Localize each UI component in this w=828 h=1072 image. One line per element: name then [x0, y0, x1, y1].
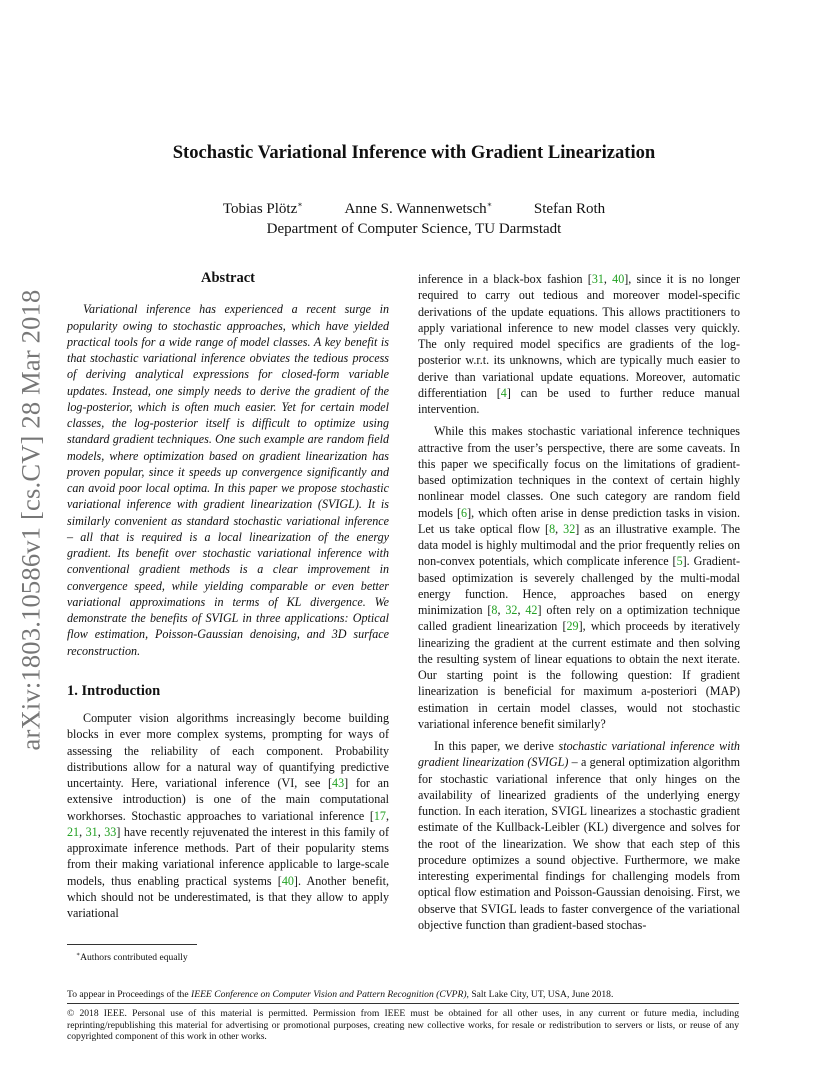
right-paragraph-3 [418, 738, 740, 933]
citation-link[interactable]: 6 [461, 505, 468, 520]
introduction-heading: 1. Introduction [67, 682, 161, 699]
text-run: ] as an illustrative example. The data model is highly multimodal and the prior frequently relies on non-convex potentials, which complicate inference [ [418, 521, 740, 569]
abstract-heading: Abstract [201, 270, 255, 286]
citation-link[interactable]: 29 [566, 619, 579, 634]
citation-link[interactable]: 17 [373, 808, 386, 823]
text-run: In this paper, we derive [434, 739, 559, 753]
author-3 [534, 201, 605, 217]
citation-link[interactable]: 31 [591, 272, 604, 286]
citation-link[interactable]: 21 [67, 824, 80, 839]
citation-link[interactable]: 4 [500, 385, 507, 400]
text-run: ]. Another benefit, which should not be underestimated, is that they allow to apply variational [67, 873, 389, 920]
conference-name: IEEE Conference on Computer Vision and Pattern Recognition (CVPR) [191, 989, 467, 1000]
text-run: ] can be used to further reduce manual intervention. [418, 385, 740, 416]
citation-link[interactable]: 33 [104, 824, 117, 839]
citation-link[interactable]: 31 [85, 824, 98, 839]
author-3-name: Stefan Roth [533, 201, 606, 217]
author-1-name: Tobias Plötz [222, 201, 298, 217]
citation-link[interactable]: 32 [563, 521, 576, 536]
text-run: , [79, 824, 86, 839]
citation-link[interactable]: 5 [676, 554, 683, 569]
citation-link[interactable]: 40 [281, 873, 294, 888]
author-list [0, 195, 828, 219]
text-run: While this makes stochastic variational inference techniques attractive from the user’s perspective, there are some caveats. In this paper we specifically focus on the limitations of gradient-based optimization techniques in the context of certain highly nonlinear model classes. One such category are random field models [ [418, 424, 740, 520]
abstract-text: Variational inference has experienced a recent surge in popularity owing to stochastic approaches, which have yielded practical tools for a wide range of model classes. A key benefit is that stochastic variational inference obviates the tedious process of deriving analytical expressions for closed-form variable updates. Instead, one simply needs to derive the gradient of the log-posterior, which is often much easier. Yet for certain model classes, the log-posterior itself is difficult to optimize using standard gradient techniques. One such example are random field models, where optimization based on gradient linearization has proven popular, since it speeds up convergence significantly and can avoid poor local optima. In this paper we propose stochastic variational inference with gradient linearization (SVIGL). It is similarly convenient as standard stochastic variational inference – all that is required is a local linearization of the energy gradient. Its benefit over stochastic variational inference with conventional gradient methods is a clear improvement in convergence speed, while yielding comparable or even better variational approximations in terms of KL divergence. We demonstrate the benefits of SVIGL in three applications: Optical flow estimation, Poisson-Gaussian denoising, and 3D surface reconstruction. [67, 302, 389, 658]
text-run: ]. Gradient-based optimization is severely challenged by the multi-modal energy function. Hence, approaches based on energy minimization [ [418, 554, 740, 617]
copyright-divider [67, 1003, 739, 1004]
proceedings-note [67, 989, 747, 1001]
footnote-mark: ∗ [76, 952, 81, 958]
author-1 [223, 201, 303, 217]
text-run: , [517, 603, 526, 617]
footnote [76, 951, 188, 963]
author-1-mark: ∗ [297, 200, 303, 209]
intro-paragraph-1 [67, 710, 389, 921]
text-run: Computer vision algorithms increasingly become building blocks in ever more complex systems, prompting for ways of assessing the reliability of each component. Probability distributions allow for a natural way of quantifying predictive uncertainty. Here, variational inference (VI, see [ [67, 711, 389, 790]
citation-link[interactable]: 32 [505, 603, 518, 617]
text-run: , [497, 603, 506, 617]
text-run: ] have recently rejuvenated the interest in this family of approximate inference methods. Part of their popularity stems from their making variational inference applicable to large-scale models, thus enabling practical systems [ [67, 824, 390, 888]
text-run: ] for an extensive introduction) is one of the main computational workhorses. Stochastic approaches to variational inference [ [67, 776, 389, 823]
copyright-notice: © 2018 IEEE. Personal use of this material is permitted. Permission from IEEE must be obtained for all other uses, in any current or future media, including reprinting/republishing this material for advertising or promotional purposes, creating new collective works, for resale or redistribution to servers or lists, or reuse of any copyrighted component of this work in other works. [67, 1008, 739, 1043]
left-column [67, 270, 389, 921]
text-run: ] often rely on a optimization technique called gradient linearization [ [418, 603, 741, 634]
text-run: inference in a black-box fashion [ [418, 272, 592, 286]
citation-link[interactable]: 40 [612, 272, 625, 286]
text-run: , [555, 521, 564, 536]
right-column [418, 271, 740, 933]
author-block [0, 195, 828, 239]
arxiv-identifier-text: arXiv:1803.10586v1 [cs.CV] 28 Mar 2018 [15, 289, 46, 751]
paper-title: Stochastic Variational Inference with Gradient Linearization [172, 142, 656, 163]
text-run: , [385, 808, 389, 823]
citation-link[interactable]: 42 [525, 603, 538, 617]
citation-link[interactable]: 8 [491, 603, 498, 617]
footnote-text: Authors contributed equally [80, 952, 188, 963]
text-run: , [603, 272, 613, 286]
text-run: , Salt Lake City, UT, USA, June 2018. [466, 989, 614, 1000]
author-2-mark: ∗ [486, 200, 493, 209]
citation-link[interactable]: 8 [549, 521, 556, 536]
text-run: – a general optimization algorithm for stochastic variational inference that only hinges on the availability of linearized gradients of the underlying energy function. In each iteration, SVIGL linearizes a stochastic gradient estimate of the Kullback-Leibler (KL) divergence and solves for the root of the linearization. We show that each step of this procedure optimizes a sound objective. Furthermore, we make interesting experimental findings for challenging models from optical flow estimation and Poisson-Gaussian denoising. First, we observe that SVIGL leads to faster convergence of the variational objective function than gradient-based stochas- [418, 755, 740, 932]
right-paragraph-2 [418, 423, 740, 732]
author-2-name: Anne S. Wannenwetsch [344, 201, 487, 217]
text-run: To appear in Proceedings of the [67, 989, 192, 1000]
text-run: , [97, 824, 105, 839]
citation-link[interactable]: 43 [332, 776, 345, 790]
author-2 [344, 201, 492, 217]
text-run: ], since it is no longer required to carry out tedious and moreover model-specific derivations of the update equations. This allows practitioners to apply variational inference to new model classes very quickly. The only required model specifics are gradients of the log-posterior w.r.t. its unknowns, which are typically much easier to derive than variational update equations. Moreover, automatic differentiation [ [418, 272, 741, 400]
affiliation: Department of Computer Science, TU Darmstadt [266, 221, 562, 237]
text-run: ], which often arise in dense prediction tasks in vision. Let us take optical flow [ [418, 505, 740, 536]
footnote-divider [67, 944, 197, 945]
arxiv-identifier-stamp [0, 280, 62, 760]
right-paragraph-1 [418, 271, 740, 417]
text-run: ], which proceeds by iteratively linearizing the gradient at the current estimate and then solving the resulting system of linear equations to obtain the next iterate. Our starting point is the following question: If gradient linearization is beneficial for maximum a-posteriori (MAP) estimation in certain model classes, would not stochastic variational inference benefit similarly? [418, 619, 741, 731]
emphasized-text: stochastic variational inference with gradient linearization (SVIGL) [418, 739, 740, 770]
